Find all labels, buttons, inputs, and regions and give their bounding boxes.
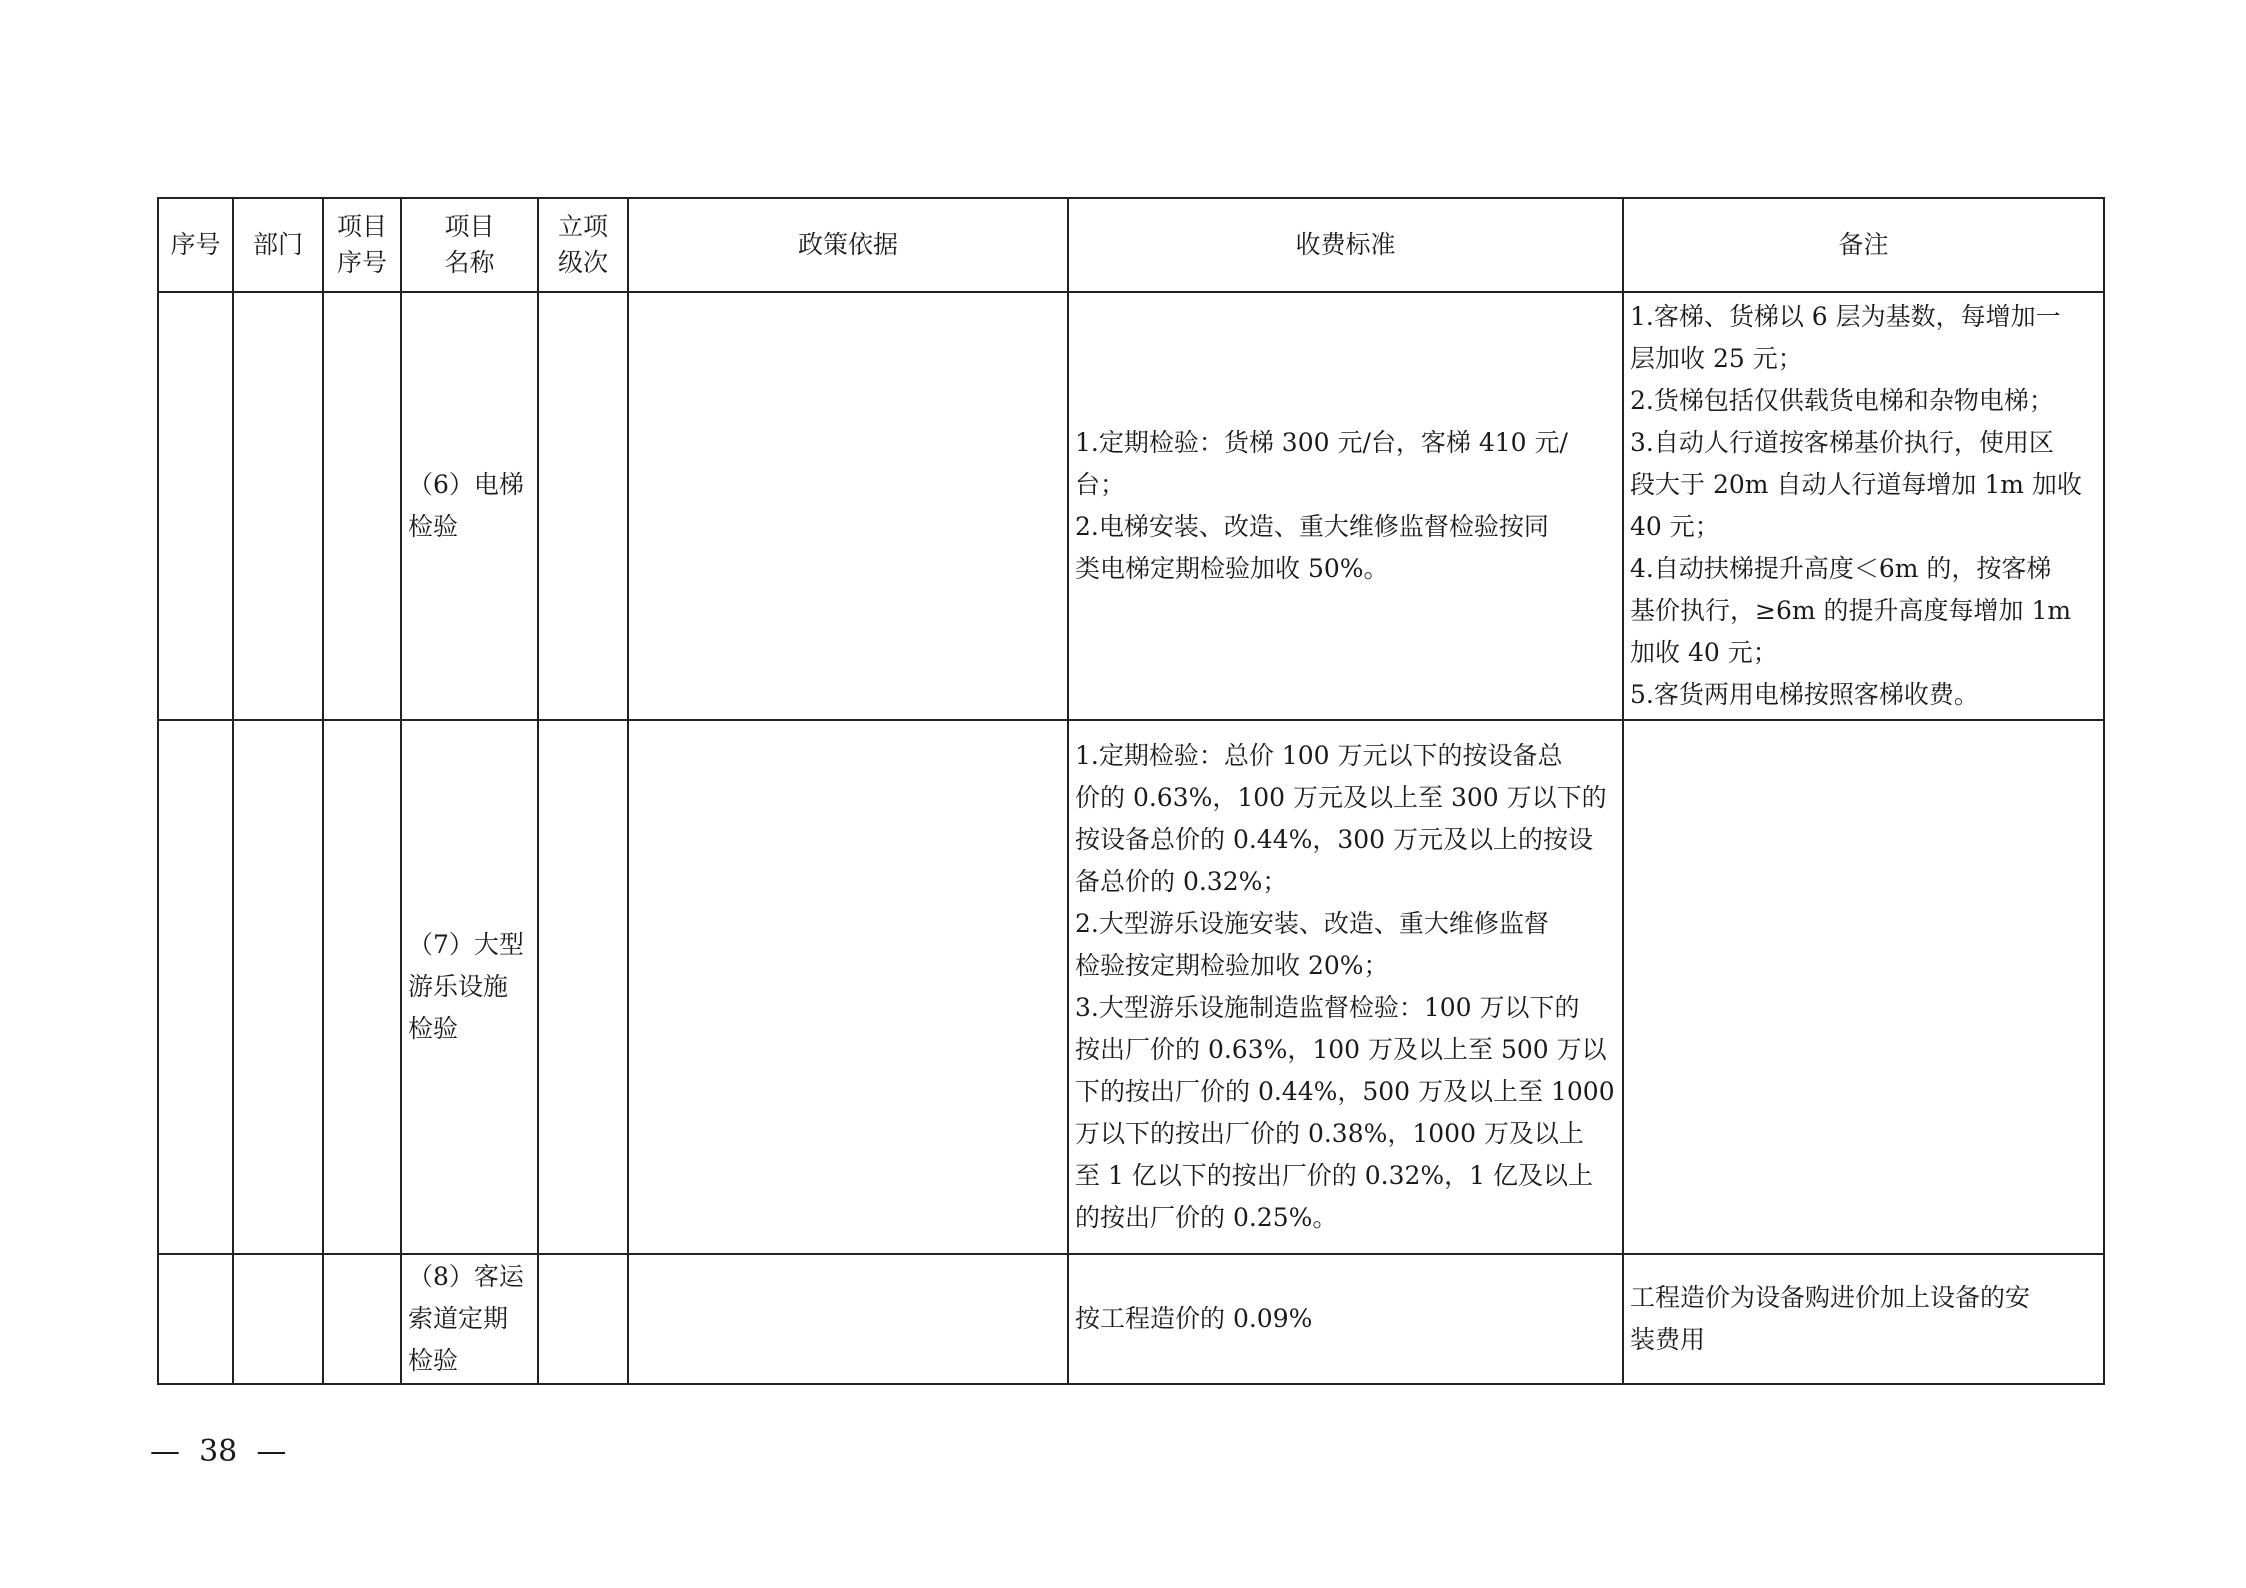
cell-seq (158, 1254, 233, 1384)
cell-item-name: （8）客运 索道定期 检验 (401, 1254, 538, 1384)
header-seq: 序号 (158, 198, 233, 292)
cell-dept (233, 1254, 323, 1384)
table-row (158, 292, 2104, 720)
cell-level (538, 720, 628, 1254)
cell-remarks: 工程造价为设备购进价加上设备的安 装费用 (1623, 1254, 2104, 1384)
table-row (158, 720, 2104, 1254)
cell-item-seq (323, 292, 401, 720)
header-item-name: 项目 名称 (401, 198, 538, 292)
cell-item-name: （7）大型 游乐设施 检验 (401, 720, 538, 1254)
cell-fee-standard: 按工程造价的 0.09% (1068, 1254, 1623, 1384)
page-number: — 38 — (150, 1434, 287, 1469)
header-item-seq: 项目 序号 (323, 198, 401, 292)
cell-item-seq (323, 720, 401, 1254)
cell-item-seq (323, 1254, 401, 1384)
header-fee-standard: 收费标准 (1068, 198, 1623, 292)
cell-dept (233, 292, 323, 720)
header-dept: 部门 (233, 198, 323, 292)
cell-seq (158, 720, 233, 1254)
cell-fee-standard: 1.定期检验：总价 100 万元以下的按设备总 价的 0.63%，100 万元及以上至 300 万以下的 按设备总价的 0.44%，300 万元及以上的按设 备总价的 0.32%； 2.大型游乐设施安装、改造、重大维修监督 检验按定期检验加收 20%； 3.大型游乐设施制造监督检验：100 万以下的 按出厂价的 0.63%，100 万及以上至 500 万以 下的按出厂价的 0.44%，500 万及以上至 1000 万以下的按出厂价的 0.38%，1000 万及以上 至 1 亿以下的按出厂价的 0.32%，1 亿及以上 的按出厂价的 0.25%。 (1068, 720, 1623, 1254)
cell-policy (628, 720, 1068, 1254)
cell-item-name: （6）电梯 检验 (401, 292, 538, 720)
header-remarks: 备注 (1623, 198, 2104, 292)
cell-seq (158, 292, 233, 720)
cell-remarks: 1.客梯、货梯以 6 层为基数，每增加一 层加收 25 元； 2.货梯包括仅供载货电梯和杂物电梯； 3.自动人行道按客梯基价执行，使用区 段大于 20m 自动人行道每增加 1m 加收 40 元； 4.自动扶梯提升高度＜6m 的，按客梯 基价执行，≥6m 的提升高度每增加 1m 加收 40 元； 5.客货两用电梯按照客梯收费。 (1623, 292, 2104, 720)
cell-policy (628, 292, 1068, 720)
table-header-row (158, 198, 2104, 292)
cell-dept (233, 720, 323, 1254)
header-level: 立项 级次 (538, 198, 628, 292)
cell-remarks (1623, 720, 2104, 1254)
fee-standard-table (157, 197, 2105, 1385)
cell-level (538, 292, 628, 720)
cell-policy (628, 1254, 1068, 1384)
header-policy: 政策依据 (628, 198, 1068, 292)
cell-fee-standard: 1.定期检验：货梯 300 元/台，客梯 410 元/台； 2.电梯安装、改造、重大维修监督检验按同 类电梯定期检验加收 50%。 (1068, 292, 1623, 720)
cell-level (538, 1254, 628, 1384)
table-row (158, 1254, 2104, 1384)
